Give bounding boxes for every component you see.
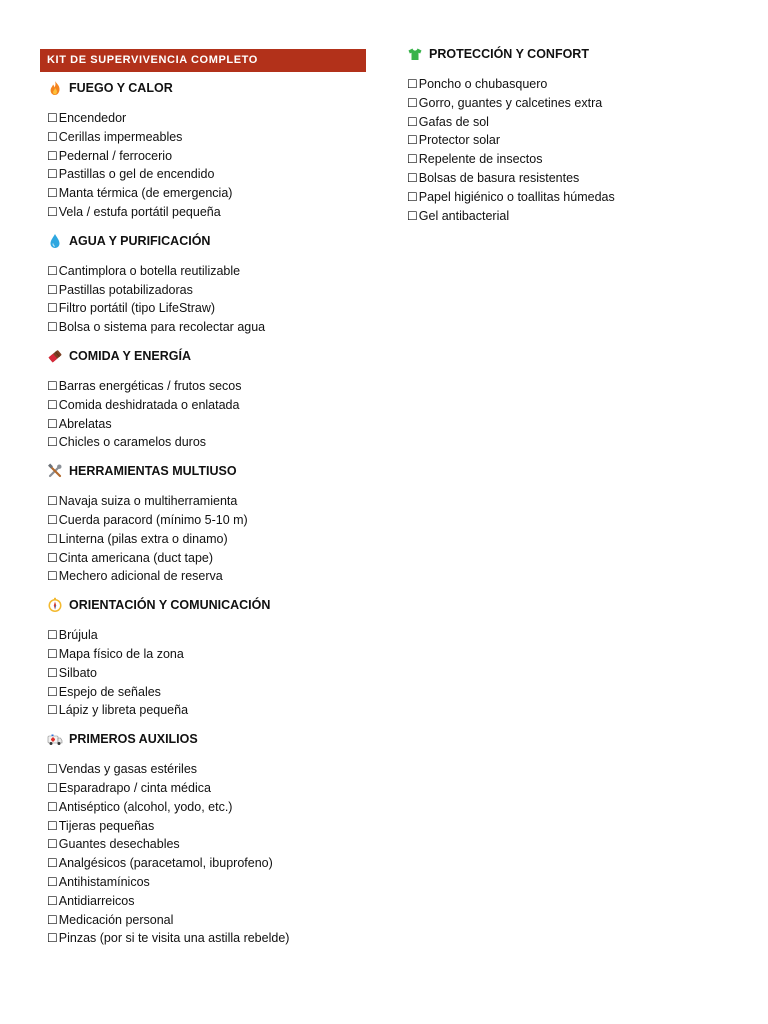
checkbox-icon: ☐ xyxy=(47,874,58,889)
checkbox-icon: ☐ xyxy=(407,95,418,110)
checklist-item xyxy=(47,396,377,415)
checklist-item-label: Silbato xyxy=(58,665,97,680)
checklist-item xyxy=(47,262,377,281)
checkbox-icon: ☐ xyxy=(407,189,418,204)
checkbox-icon: ☐ xyxy=(47,416,58,431)
checklist-item-label: Poncho o chubasquero xyxy=(418,77,548,91)
checklist-item-label: Pastillas o gel de encendido xyxy=(58,167,215,182)
checkbox-icon: ☐ xyxy=(47,378,58,393)
checklist-item-label: Repelente de insectos xyxy=(418,152,543,167)
checklist xyxy=(47,109,377,222)
checklist-item xyxy=(47,415,377,434)
checklist-item-label: Pinzas (por si te visita una astilla rebelde) xyxy=(58,931,290,946)
checklist xyxy=(47,626,377,720)
section-agua-y-purificación xyxy=(47,232,377,337)
checkbox-icon: ☐ xyxy=(47,397,58,412)
checkbox-icon: ☐ xyxy=(47,186,58,201)
checkbox-icon: ☐ xyxy=(47,301,58,316)
water-drop-icon xyxy=(47,233,63,249)
tshirt-icon xyxy=(407,46,423,62)
checklist-item xyxy=(47,645,377,664)
checkbox-icon: ☐ xyxy=(47,263,58,278)
compass-icon xyxy=(47,597,63,613)
checkbox-icon: ☐ xyxy=(47,912,58,927)
checklist-item-label: Bolsas de basura resistentes xyxy=(418,170,580,185)
checklist-item xyxy=(47,892,377,911)
checkbox-icon: ☐ xyxy=(47,494,58,509)
checklist-item xyxy=(47,567,377,586)
section-title: PRIMEROS AUXILIOS xyxy=(69,732,198,747)
checkbox-icon: ☐ xyxy=(47,435,58,450)
checklist-item xyxy=(407,131,737,150)
checklist-item-label: Cantimplora o botella reutilizable xyxy=(58,263,241,278)
section-heading xyxy=(47,347,377,365)
checklist-item xyxy=(47,683,377,702)
section-title: HERRAMIENTAS MULTIUSO xyxy=(69,464,237,479)
checkbox-icon: ☐ xyxy=(407,152,418,167)
checklist-item-label: Cinta americana (duct tape) xyxy=(58,550,214,565)
checklist xyxy=(47,377,377,452)
checklist-item xyxy=(47,377,377,396)
section-heading xyxy=(47,730,377,748)
section-heading xyxy=(407,45,737,63)
checklist-item xyxy=(407,94,737,113)
checklist-item xyxy=(407,169,737,188)
checklist-item-label: Navaja suiza o multiherramienta xyxy=(58,494,238,509)
checkbox-icon: ☐ xyxy=(407,133,418,148)
tools-icon xyxy=(47,463,63,479)
checklist-item-label: Pedernal / ferrocerio xyxy=(58,148,173,163)
checkbox-icon: ☐ xyxy=(47,665,58,680)
checklist-item xyxy=(407,150,737,169)
checklist-item xyxy=(47,549,377,568)
checkbox-icon: ☐ xyxy=(47,762,58,777)
checklist-item xyxy=(47,511,377,530)
checklist-item xyxy=(47,128,377,147)
checkbox-icon: ☐ xyxy=(47,818,58,833)
checkbox-icon: ☐ xyxy=(47,531,58,546)
checklist-item-label: Tijeras pequeñas xyxy=(58,818,155,833)
checklist-item-label: Antihistamínicos xyxy=(58,874,150,889)
checkbox-icon: ☐ xyxy=(47,204,58,219)
checklist xyxy=(47,492,377,586)
checklist-item-label: Guantes desechables xyxy=(58,837,180,852)
section-title: COMIDA Y ENERGÍA xyxy=(69,348,192,363)
checklist-item xyxy=(47,626,377,645)
checklist-item-label: Mapa físico de la zona xyxy=(58,646,184,661)
checklist-item xyxy=(47,433,377,452)
section-title: FUEGO Y CALOR xyxy=(69,81,173,95)
checkbox-icon: ☐ xyxy=(47,111,58,125)
checklist-item-label: Barras energéticas / frutos secos xyxy=(58,378,242,393)
section-herramientas-multiuso xyxy=(47,462,377,586)
checklist xyxy=(47,760,377,948)
checkbox-icon: ☐ xyxy=(47,646,58,661)
checklist-item xyxy=(47,299,377,318)
checklist-item-label: Antiséptico (alcohol, yodo, etc.) xyxy=(58,799,233,814)
checklist-item-label: Encendedor xyxy=(58,111,127,125)
checklist-item xyxy=(407,75,737,94)
right-column xyxy=(407,45,737,235)
ambulance-icon xyxy=(47,731,63,747)
checklist-item xyxy=(47,911,377,930)
checklist-item-label: Brújula xyxy=(58,628,98,643)
checklist-item xyxy=(407,113,737,132)
checklist-item-label: Cuerda paracord (mínimo 5-10 m) xyxy=(58,512,248,527)
checklist-item xyxy=(47,184,377,203)
checkbox-icon: ☐ xyxy=(47,837,58,852)
checkbox-icon: ☐ xyxy=(47,282,58,297)
section-heading xyxy=(47,79,377,97)
section-heading xyxy=(47,232,377,250)
checklist-item xyxy=(47,798,377,817)
document-title-banner: KIT DE SUPERVIVENCIA COMPLETO xyxy=(40,49,366,72)
checklist-item-label: Vela / estufa portátil pequeña xyxy=(58,204,221,219)
section-comida-y-energía xyxy=(47,347,377,452)
checkbox-icon: ☐ xyxy=(407,208,418,223)
fire-icon xyxy=(47,80,63,96)
checklist xyxy=(407,75,737,225)
checkbox-icon: ☐ xyxy=(47,512,58,527)
checkbox-icon: ☐ xyxy=(47,167,58,182)
checkbox-icon: ☐ xyxy=(47,799,58,814)
checklist-item xyxy=(47,492,377,511)
checklist-item-label: Medicación personal xyxy=(58,912,174,927)
checkbox-icon: ☐ xyxy=(407,114,418,129)
checkbox-icon: ☐ xyxy=(47,148,58,163)
checkbox-icon: ☐ xyxy=(47,931,58,946)
checklist-item xyxy=(47,281,377,300)
checklist xyxy=(47,262,377,337)
checkbox-icon: ☐ xyxy=(47,628,58,643)
checklist-item-label: Gorro, guantes y calcetines extra xyxy=(418,95,603,110)
checklist-item xyxy=(47,147,377,166)
checklist-item xyxy=(47,318,377,337)
checklist-item xyxy=(407,207,737,226)
section-orientación-y-comunicación xyxy=(47,596,377,720)
checklist-item-label: Mechero adicional de reserva xyxy=(58,569,223,584)
checkbox-icon: ☐ xyxy=(47,129,58,144)
section-heading xyxy=(47,462,377,480)
checkbox-icon: ☐ xyxy=(47,569,58,584)
checklist-item-label: Comida deshidratada o enlatada xyxy=(58,397,240,412)
checklist-item xyxy=(47,929,377,948)
section-title: AGUA Y PURIFICACIÓN xyxy=(69,233,211,248)
checkbox-icon: ☐ xyxy=(47,893,58,908)
checklist-item-label: Espejo de señales xyxy=(58,684,161,699)
checkbox-icon: ☐ xyxy=(47,320,58,335)
checklist-item-label: Papel higiénico o toallitas húmedas xyxy=(418,189,615,204)
checklist-item-label: Manta térmica (de emergencia) xyxy=(58,186,233,201)
checklist-item-label: Abrelatas xyxy=(58,416,112,431)
checklist-item-label: Analgésicos (paracetamol, ibuprofeno) xyxy=(58,856,273,871)
section-heading xyxy=(47,596,377,614)
checklist-item-label: Pastillas potabilizadoras xyxy=(58,282,193,297)
checkbox-icon: ☐ xyxy=(47,550,58,565)
checklist-item xyxy=(47,817,377,836)
checklist-item-label: Lápiz y libreta pequeña xyxy=(58,703,189,718)
checkbox-icon: ☐ xyxy=(407,170,418,185)
checklist-item-label: Cerillas impermeables xyxy=(58,129,183,144)
checkbox-icon: ☐ xyxy=(47,780,58,795)
checklist-item-label: Linterna (pilas extra o dinamo) xyxy=(58,531,228,546)
checklist-item xyxy=(47,701,377,720)
checklist-item xyxy=(47,109,377,128)
checklist-item xyxy=(47,854,377,873)
checklist-item-label: Chicles o caramelos duros xyxy=(58,435,207,450)
checklist-item-label: Filtro portátil (tipo LifeStraw) xyxy=(58,301,216,316)
chocolate-bar-icon xyxy=(47,348,63,364)
checkbox-icon: ☐ xyxy=(47,856,58,871)
checklist-item xyxy=(47,165,377,184)
section-title: PROTECCIÓN Y CONFORT xyxy=(429,47,589,61)
left-column xyxy=(47,79,377,958)
checklist-item-label: Bolsa o sistema para recolectar agua xyxy=(58,320,266,335)
section-protección-y-confort xyxy=(407,45,737,225)
checklist-item xyxy=(47,760,377,779)
checklist-item-label: Protector solar xyxy=(418,133,501,148)
checklist-item-label: Gel antibacterial xyxy=(418,208,510,223)
checklist-item xyxy=(47,873,377,892)
checkbox-icon: ☐ xyxy=(47,684,58,699)
checklist-item xyxy=(47,664,377,683)
checklist-item-label: Antidiarreicos xyxy=(58,893,135,908)
section-primeros-auxilios xyxy=(47,730,377,948)
section-title: ORIENTACIÓN Y COMUNICACIÓN xyxy=(69,598,271,613)
checkbox-icon: ☐ xyxy=(407,77,418,91)
checklist-item-label: Vendas y gasas estériles xyxy=(58,762,198,777)
checklist-item-label: Esparadrapo / cinta médica xyxy=(58,780,211,795)
checklist-item xyxy=(407,188,737,207)
checklist-item xyxy=(47,203,377,222)
checklist-item xyxy=(47,530,377,549)
section-fuego-y-calor xyxy=(47,79,377,222)
checklist-item xyxy=(47,779,377,798)
checklist-item-label: Gafas de sol xyxy=(418,114,489,129)
checklist-item xyxy=(47,835,377,854)
checkbox-icon: ☐ xyxy=(47,703,58,718)
